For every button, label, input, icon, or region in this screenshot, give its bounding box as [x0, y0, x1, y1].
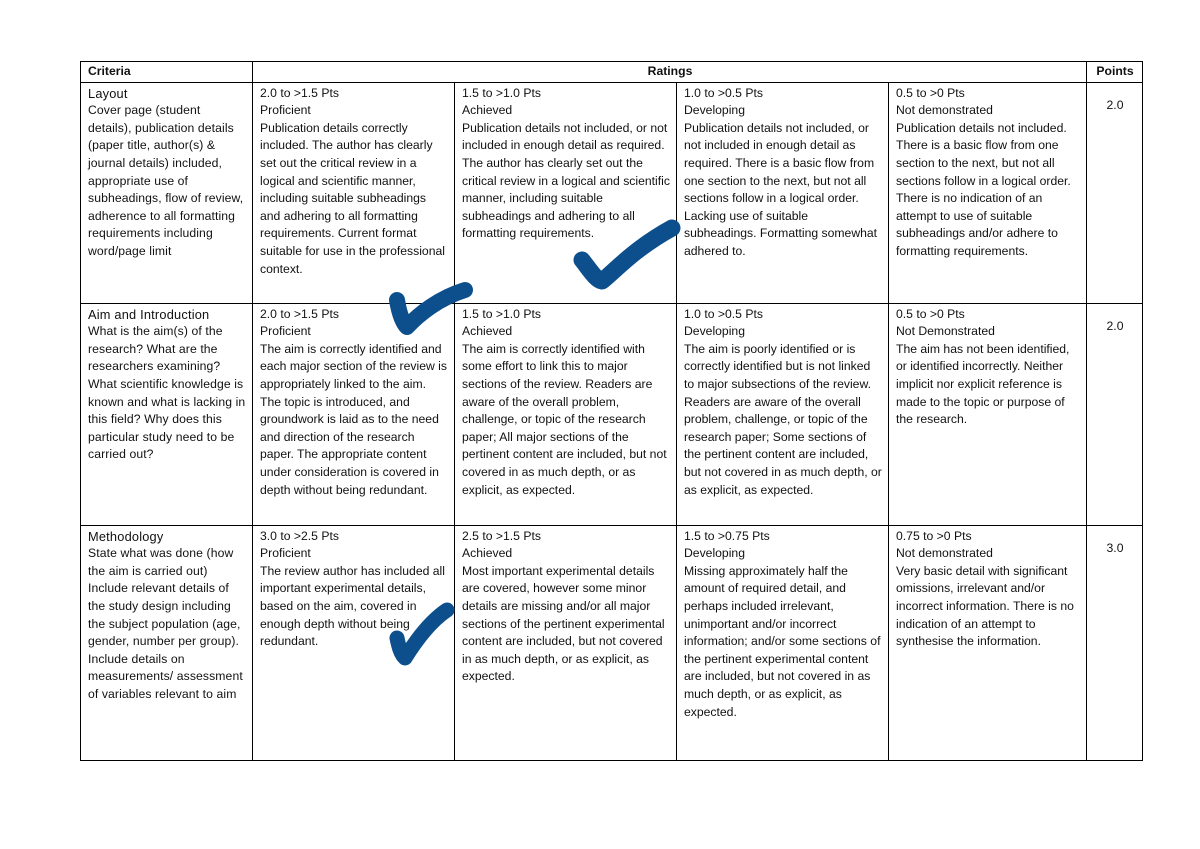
rating-description: Missing approximately half the amount of required detail, and perhaps included irrelevant, unimportant and/or incorrect information; and/or some sections of the pertinent experimental content are included, but not covered in as much depth, or as explicit, as expected.: [684, 563, 881, 719]
rating-description: Publication details not included, or not included in enough detail as required. The author has clearly set out the critical review in a logical and scientific manner, including suitable subheadings and adhering to all formatting requirements.: [462, 120, 670, 241]
rating-level: Developing: [684, 324, 745, 339]
rating-level: Achieved: [462, 324, 513, 339]
criterion-description: Cover page (student details), publication details (paper title, author(s) & journal details) included, appropriate use of subheadings, flow of review, adherence to all formatting requirements including word/page limit: [88, 103, 244, 258]
rating-description: The review author has included all important experimental details, based on the aim, covered in enough depth without being redundant.: [260, 563, 445, 649]
rating-range: 2.5 to >1.5 Pts: [462, 528, 541, 543]
rating-level: Proficient: [260, 546, 311, 561]
criterion-cell: [81, 82, 253, 303]
points-value: 2.0: [1087, 82, 1143, 303]
rating-range: 1.5 to >1.0 Pts: [462, 306, 541, 321]
rating-cell: [889, 82, 1087, 303]
header-ratings: Ratings: [253, 62, 1087, 83]
criterion-cell: [81, 303, 253, 525]
criterion-title: Methodology: [88, 528, 164, 544]
criterion-title: Layout: [88, 85, 128, 101]
rating-description: The aim has not been identified, or identified incorrectly. Neither implicit nor explicit reference is made to the topic or purpose of the research.: [896, 341, 1070, 427]
rating-cell: [677, 82, 889, 303]
rating-range: 0.5 to >0 Pts: [896, 85, 965, 100]
rating-cell: [455, 525, 677, 760]
rating-level: Achieved: [462, 103, 513, 118]
rating-description: The aim is correctly identified with some effort to link this to major sections of the review. Readers are aware of the overall problem, challenge, or topic of the research paper; All major sections of the pertinent content are included, but not covered in as much depth, or as explicit, as expected.: [462, 341, 667, 497]
rating-range: 0.5 to >0 Pts: [896, 306, 965, 321]
rating-cell: [677, 525, 889, 760]
rating-range: 1.0 to >0.5 Pts: [684, 306, 763, 321]
rating-level: Not Demonstrated: [896, 324, 995, 339]
criterion-cell: [81, 525, 253, 760]
rating-level: Proficient: [260, 324, 311, 339]
criterion-row-layout: [81, 82, 1143, 303]
rating-cell: [455, 82, 677, 303]
rating-level: Achieved: [462, 546, 513, 561]
rating-range: 1.0 to >0.5 Pts: [684, 85, 763, 100]
criterion-row-aim-introduction: [81, 303, 1143, 525]
rating-range: 3.0 to >2.5 Pts: [260, 528, 339, 543]
criterion-description: State what was done (how the aim is carried out) Include relevant details of the study design including the subject population (age, gender, number per group). Include details on measurements/ assessment of variables relevant to aim: [88, 546, 243, 701]
rating-cell: [253, 303, 455, 525]
points-value: 2.0: [1087, 303, 1143, 525]
points-value: 3.0: [1087, 525, 1143, 760]
rating-range: 2.0 to >1.5 Pts: [260, 306, 339, 321]
rating-cell: [889, 303, 1087, 525]
rating-description: Most important experimental details are covered, however some minor details are missing and/or all major sections of the pertinent experimental content are included, but not covered in as much depth, or as explicit, as expected.: [462, 563, 665, 684]
rating-cell: [677, 303, 889, 525]
rating-range: 1.5 to >1.0 Pts: [462, 85, 541, 100]
rating-description: The aim is correctly identified and each major section of the review is appropriately linked to the aim. The topic is introduced, and groundwork is laid as to the need and direction of the research paper. The appropriate content under consideration is covered in depth without being redundant.: [260, 341, 447, 497]
rating-cell: [253, 82, 455, 303]
rating-description: Publication details not included, or not included in enough detail as required. There is a basic flow from one section to the next, but not all sections follow in a logical order. Lacking use of suitable subheadings. Formatting somewhat adhered to.: [684, 120, 878, 258]
header-points: Points: [1087, 62, 1143, 83]
rating-cell: [253, 525, 455, 760]
header-row: [81, 62, 1143, 83]
rating-level: Developing: [684, 103, 745, 118]
rating-cell: [455, 303, 677, 525]
rating-cell: [889, 525, 1087, 760]
rating-description: Publication details correctly included. The author has clearly set out the critical review in a logical and scientific manner, including suitable subheadings and adhering to all formatting requirements. Current format suitable for use in the professional context.: [260, 120, 445, 276]
rating-level: Proficient: [260, 103, 311, 118]
header-criteria: Criteria: [81, 62, 253, 83]
rating-range: 1.5 to >0.75 Pts: [684, 528, 770, 543]
rating-range: 2.0 to >1.5 Pts: [260, 85, 339, 100]
rating-range: 0.75 to >0 Pts: [896, 528, 972, 543]
rating-level: Not demonstrated: [896, 103, 993, 118]
criterion-title: Aim and Introduction: [88, 306, 210, 322]
rating-level: Developing: [684, 546, 745, 561]
criterion-description: What is the aim(s) of the research? What are the researchers examining? What scientific knowledge is known and what is lacking in this field? Why does this particular study need to be carried out?: [88, 324, 246, 462]
rating-description: Very basic detail with significant omissions, irrelevant and/or incorrect information. There is no indication of an attempt to synthesise the information.: [896, 563, 1074, 649]
criterion-row-methodology: [81, 525, 1143, 760]
rating-level: Not demonstrated: [896, 546, 993, 561]
rubric-table: [80, 61, 1143, 761]
rating-description: The aim is poorly identified or is correctly identified but is not linked to major subsections of the review. Readers are aware of the overall problem, challenge, or topic of the research paper; Some sections of the pertinent content are included, but not covered in as much depth, or as explicit, as expected.: [684, 341, 882, 497]
rating-description: Publication details not included. There is a basic flow from one section to the next, but not all sections follow in a logical order. There is no indication of an attempt to use of suitable subheadings and/or adhere to formatting requirements.: [896, 120, 1071, 258]
